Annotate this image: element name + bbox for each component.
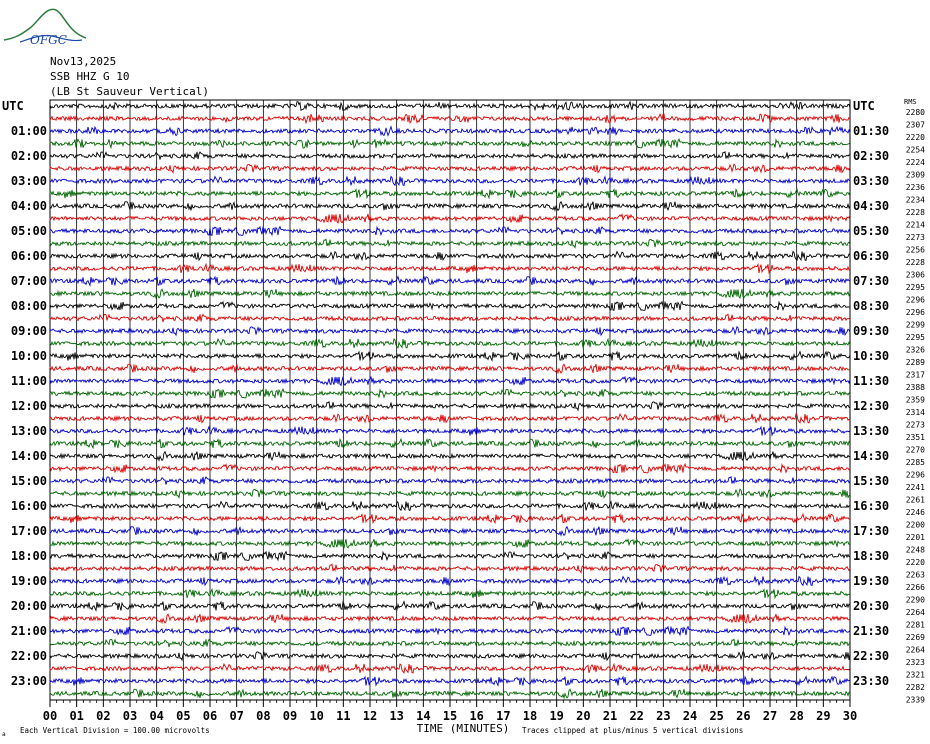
trace-rms-value: 2200 [905, 520, 925, 530]
x-tick-label: 17 [496, 709, 511, 723]
trace-rms-value: 2326 [905, 345, 925, 355]
trace-rms-value: 2248 [905, 545, 925, 555]
right-hour-label: 04:30 [853, 199, 890, 213]
x-tick-label: 29 [816, 709, 831, 723]
trace-rms-value: 2388 [905, 383, 925, 392]
left-hour-label: 13:00 [10, 424, 47, 438]
x-axis-title: TIME (MINUTES) [416, 722, 510, 735]
left-hour-label: 11:00 [10, 374, 47, 388]
right-hour-label: 15:30 [853, 474, 890, 488]
x-tick-label: 02 [96, 709, 111, 723]
trace-rms-value: 2299 [905, 320, 925, 330]
left-hour-label: 06:00 [10, 249, 47, 263]
x-tick-label: 12 [362, 709, 378, 723]
trace-rms-value: 2246 [905, 508, 925, 517]
trace-rms-value: 2228 [905, 258, 925, 267]
trace-rms-value: 2270 [905, 445, 925, 455]
left-hour-label: 16:00 [10, 499, 47, 513]
left-hour-label: 08:00 [10, 299, 47, 313]
left-hour-label: 14:00 [10, 449, 47, 463]
trace-rms-value: 2290 [905, 595, 925, 605]
trace-rms-value: 2201 [905, 533, 925, 542]
trace-rms-value: 2321 [905, 670, 925, 680]
left-hour-label: 18:00 [10, 549, 47, 563]
right-hour-label: 09:30 [853, 324, 890, 338]
x-tick-label: 15 [442, 709, 458, 723]
trace-rms-value: 2234 [905, 195, 925, 205]
trace-rms-value: 2314 [905, 408, 925, 417]
x-tick-label: 18 [522, 709, 538, 723]
x-tick-label: 07 [229, 709, 244, 723]
left-hour-label: 02:00 [10, 149, 47, 163]
location-label: (LB St Sauveur Vertical) [50, 85, 209, 98]
trace-rms-value: 2359 [905, 395, 925, 405]
trace-rms-value: 2282 [905, 683, 925, 692]
x-tick-label: 16 [469, 709, 484, 723]
right-hour-label: 13:30 [853, 424, 890, 438]
trace-rms-value: 2220 [905, 558, 925, 567]
trace-rms-value: 2254 [905, 145, 925, 155]
trace-rms-value: 2228 [905, 208, 925, 217]
x-tick-label: 10 [309, 709, 324, 723]
right-hour-label: 12:30 [853, 399, 890, 413]
left-hour-label: 10:00 [10, 349, 47, 363]
left-hour-label: 22:00 [10, 649, 47, 663]
x-tick-label: 22 [629, 709, 644, 723]
right-hour-label: 11:30 [853, 374, 890, 388]
trace-rms-value: 2307 [905, 120, 925, 130]
left-hour-label: 15:00 [10, 474, 47, 488]
trace-rms-value: 2220 [905, 133, 925, 142]
right-hour-label: 17:30 [853, 524, 890, 538]
right-hour-label: 22:30 [853, 649, 890, 663]
x-tick-label: 06 [202, 709, 218, 723]
left-hour-label: 19:00 [10, 574, 47, 588]
left-hour-label: 05:00 [10, 224, 47, 238]
trace-rms-value: 2323 [905, 658, 925, 667]
trace-rms-value: 2214 [905, 220, 925, 230]
x-tick-label: 08 [256, 709, 271, 723]
right-hour-label: 08:30 [853, 299, 890, 313]
right-hour-label: 14:30 [853, 449, 890, 463]
trace-rms-value: 2317 [905, 370, 925, 380]
x-tick-label: 20 [576, 709, 591, 723]
x-tick-label: 19 [549, 709, 564, 723]
footnote-clip: Traces clipped at plus/minus 5 vertical divisions [522, 726, 744, 735]
left-hour-label: UTC [2, 99, 24, 113]
trace-rms-value: 2224 [905, 158, 925, 167]
x-tick-label: 30 [842, 709, 858, 723]
trace-rms-value: 2273 [905, 420, 925, 430]
right-hour-label: 10:30 [853, 349, 890, 363]
trace-rms-value: 2285 [905, 458, 925, 467]
right-hour-label: 07:30 [853, 274, 890, 288]
right-hour-label: 21:30 [853, 624, 890, 638]
right-hour-label: 16:30 [853, 499, 890, 513]
x-tick-label: 13 [389, 709, 404, 723]
right-hour-label: 03:30 [853, 174, 890, 188]
x-tick-label: 03 [122, 709, 138, 723]
right-hour-label: 05:30 [853, 224, 890, 238]
x-tick-label: 05 [176, 709, 191, 723]
trace-rms-value: 2295 [905, 283, 925, 292]
left-hour-label: 20:00 [10, 599, 47, 613]
rms-header: RMS [904, 98, 917, 106]
right-hour-label: 23:30 [853, 674, 890, 688]
x-tick-label: 28 [789, 709, 804, 723]
x-tick-label: 24 [682, 709, 698, 723]
trace-rms-value: 2289 [905, 358, 925, 367]
right-hour-label: 02:30 [853, 149, 890, 163]
left-hour-label: 07:00 [10, 274, 47, 288]
trace-rms-value: 2351 [905, 433, 925, 442]
x-tick-label: 25 [709, 709, 724, 723]
left-hour-label: 04:00 [10, 199, 47, 213]
corner-mark: a [2, 731, 6, 738]
right-hour-label: 19:30 [853, 574, 890, 588]
left-hour-label: 21:00 [10, 624, 47, 638]
right-hour-label: 18:30 [853, 549, 890, 563]
trace-rms-value: 2306 [905, 270, 925, 280]
left-hour-label: 03:00 [10, 174, 47, 188]
right-hour-label: 06:30 [853, 249, 890, 263]
x-tick-label: 00 [42, 709, 58, 723]
footnote-scale: Each Vertical Division = 100.00 microvolts [20, 726, 210, 735]
x-tick-label: 21 [602, 709, 618, 723]
trace-rms-value: 2296 [905, 295, 925, 305]
trace-rms-value: 2295 [905, 333, 925, 342]
x-tick-label: 14 [416, 709, 431, 723]
x-tick-label: 23 [656, 709, 671, 723]
left-hour-label: 23:00 [10, 674, 47, 688]
x-tick-label: 27 [762, 709, 778, 723]
trace-rms-value: 2264 [905, 645, 925, 655]
trace-rms-value: 2256 [905, 245, 925, 255]
left-hour-label: 17:00 [10, 524, 47, 538]
x-tick-label: 26 [736, 709, 751, 723]
station-label: SSB HHZ G 10 [50, 70, 130, 83]
x-tick-label: 01 [69, 709, 84, 723]
trace-rms-value: 2280 [905, 108, 925, 117]
date-label: Nov13,2025 [50, 55, 117, 68]
trace-rms-value: 2241 [905, 483, 925, 492]
left-hour-label: 09:00 [10, 324, 47, 338]
trace-rms-value: 2296 [905, 308, 925, 317]
trace-rms-value: 2236 [905, 183, 925, 192]
x-tick-label: 11 [336, 709, 351, 723]
left-hour-label: 12:00 [10, 399, 47, 413]
trace-rms-value: 2309 [905, 170, 925, 180]
trace-rms-value: 2266 [905, 583, 925, 592]
left-hour-label: 01:00 [10, 124, 47, 138]
trace-rms-value: 2263 [905, 570, 925, 580]
right-hour-label: 20:30 [853, 599, 890, 613]
x-tick-label: 09 [282, 709, 298, 723]
trace-rms-value: 2281 [905, 620, 925, 630]
trace-rms-value: 2339 [905, 695, 925, 705]
logo-text: OFGC [30, 33, 67, 46]
x-tick-label: 04 [149, 709, 164, 723]
right-hour-label: UTC [853, 99, 875, 113]
trace-rms-value: 2296 [905, 470, 925, 480]
trace-rms-value: 2273 [905, 233, 925, 242]
trace-rms-value: 2264 [905, 608, 925, 617]
trace-rms-value: 2261 [905, 495, 925, 505]
right-hour-label: 01:30 [853, 124, 890, 138]
trace-rms-value: 2269 [905, 633, 925, 642]
